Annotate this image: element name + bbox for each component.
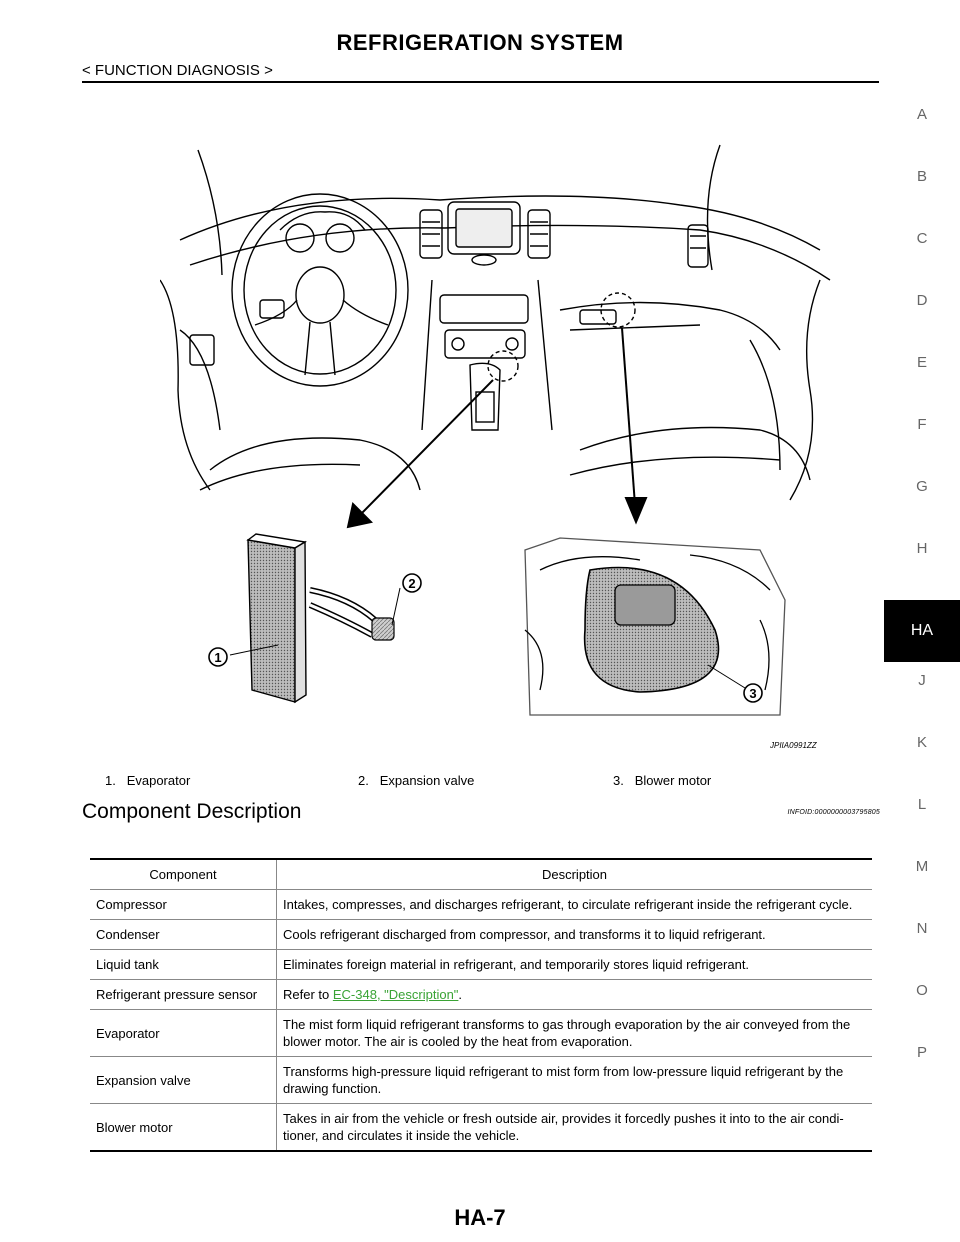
component-location-illustration (160, 130, 840, 755)
component-cell: Condenser (90, 920, 277, 950)
description-cell: Eliminates foreign material in refrigerant, and temporarily stores liquid refrigerant. (277, 950, 873, 980)
index-tab-m[interactable]: M (915, 858, 929, 875)
callout-3 (744, 684, 762, 702)
table-header-row (90, 859, 872, 890)
description-cell: Refer to EC-348, "Description". (277, 980, 873, 1010)
component-cell: Compressor (90, 890, 277, 920)
index-tab-a[interactable]: A (916, 106, 927, 123)
evaporator-drawing (230, 534, 400, 702)
table-row (90, 920, 872, 950)
callout-1 (209, 648, 227, 666)
section-breadcrumb: < FUNCTION DIAGNOSIS > (82, 62, 273, 79)
index-tab-c[interactable]: C (916, 230, 928, 247)
table-row (90, 980, 872, 1010)
section-index-tabs (884, 100, 960, 1100)
index-tab-k[interactable]: K (916, 734, 927, 751)
table-row (90, 1057, 872, 1104)
index-tab-j[interactable]: J (918, 672, 926, 689)
table-row (90, 1010, 872, 1057)
description-cell: Intakes, compresses, and discharges refrigerant, to circulate refrigerant inside the refrigerant cycle. (277, 890, 873, 920)
component-cell: Liquid tank (90, 950, 277, 980)
column-header-component: Component (90, 859, 277, 890)
index-tab-d[interactable]: D (916, 292, 928, 309)
table-row (90, 950, 872, 980)
table-row (90, 1104, 872, 1152)
column-header-description: Description (277, 859, 873, 890)
page-number: HA-7 (454, 1205, 506, 1230)
callout-2 (403, 574, 421, 592)
svg-text:1: 1 (214, 650, 222, 665)
location-marker-evaporator (488, 351, 518, 381)
index-tab-e[interactable]: E (916, 354, 927, 371)
index-tab-o[interactable]: O (916, 982, 928, 999)
figure-code: JPIIA0991ZZ (770, 741, 817, 750)
reference-link-ec-348[interactable]: EC-348, "Description" (332, 987, 459, 1002)
index-tab-h[interactable]: H (916, 540, 928, 557)
dashboard-drawing (160, 145, 830, 500)
svg-text:2: 2 (408, 576, 416, 591)
svg-text:3: 3 (749, 686, 757, 701)
info-id: INFOID:0000000003795805 (787, 809, 880, 816)
index-tab-b[interactable]: B (916, 168, 927, 185)
component-cell: Evaporator (90, 1010, 277, 1057)
description-cell: Cools refrigerant discharged from compressor, and transforms it to liquid refrigerant. (277, 920, 873, 950)
description-cell: Transforms high-pressure liquid refrigerant to mist form from low-pressure liquid refrigerant by the drawing function. (277, 1057, 873, 1104)
component-cell: Refrigerant pressure sensor (90, 980, 277, 1010)
index-tab-ha[interactable]: HA (884, 600, 960, 662)
page-title: REFRIGERATION SYSTEM (336, 30, 624, 55)
legend-item-blower-motor: 3. Blower motor (613, 773, 712, 788)
legend-item-evaporator: 1. Evaporator (105, 773, 191, 788)
index-tab-l[interactable]: L (917, 796, 927, 813)
component-cell: Expansion valve (90, 1057, 277, 1104)
section-heading: Component Description (82, 800, 302, 823)
component-table (90, 858, 872, 1152)
index-tab-p[interactable]: P (916, 1044, 927, 1061)
description-cell: Takes in air from the vehicle or fresh outside air, provides it forcedly pushes it into to the air condi-tioner, and circulates it inside the vehicle. (277, 1104, 873, 1152)
table-row (90, 890, 872, 920)
component-cell: Blower motor (90, 1104, 277, 1152)
description-cell: The mist form liquid refrigerant transforms to gas through evaporation by the air conveyed from the blower motor. The air is cooled by the heat from evaporation. (277, 1010, 873, 1057)
header-divider (82, 81, 879, 83)
index-tab-n[interactable]: N (916, 920, 928, 937)
index-tab-g[interactable]: G (916, 478, 928, 495)
legend-item-expansion-valve: 2. Expansion valve (358, 773, 475, 788)
index-tab-f[interactable]: F (917, 416, 927, 433)
